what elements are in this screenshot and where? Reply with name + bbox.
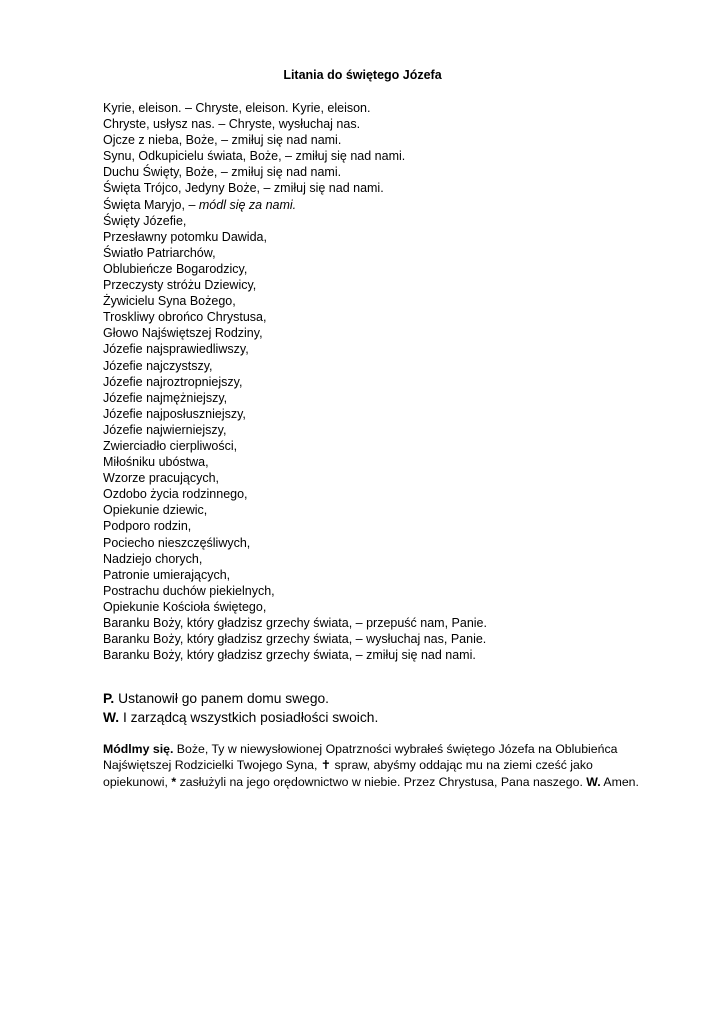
- litany-invocation: Józefie najwierniejszy,: [103, 422, 227, 437]
- prayer-text-1: Boże, Ty w niewysłowionej Opatrzności wybrałeś świętego Józefa na Oblubieńca Najświętszej Rodzicielki Twojego Syna,: [103, 742, 618, 773]
- litany-list: [103, 100, 487, 663]
- litany-invocation: Troskliwy obrońco Chrystusa,: [103, 310, 267, 325]
- litany-invocation: Kyrie, eleison. – Chryste, eleison. Kyrie, eleison.: [103, 101, 371, 115]
- litany-line: [103, 100, 487, 116]
- litany-line: [103, 406, 487, 422]
- litany-line: [103, 229, 487, 245]
- prayer-text-2: spraw, abyśmy oddając mu na ziemi cześć jako opiekunowi,: [103, 758, 593, 789]
- versicle-response: [103, 708, 378, 727]
- litany-invocation: Miłośniku ubóstwa,: [103, 455, 209, 470]
- litany-line: [103, 535, 487, 551]
- closing-prayer: [103, 741, 643, 790]
- litany-invocation: Żywicielu Syna Bożego,: [103, 294, 236, 309]
- litany-invocation: Patronie umierających,: [103, 567, 231, 582]
- litany-line: [103, 567, 487, 583]
- litany-line: [103, 454, 487, 470]
- cross-symbol: ✝: [320, 758, 332, 773]
- litany-invocation: Józefie najposłuszniejszy,: [103, 406, 246, 421]
- litany-line: [103, 470, 487, 486]
- litany-line: [103, 631, 487, 647]
- litany-line: [103, 647, 487, 663]
- litany-invocation: Józefie najroztropniejszy,: [103, 374, 243, 389]
- prayer-lead: Módlmy się.: [103, 742, 174, 756]
- litany-line: [103, 438, 487, 454]
- litany-line: [103, 116, 487, 132]
- litany-line: [103, 277, 487, 293]
- litany-invocation: Opiekunie Kościoła świętego,: [103, 599, 267, 614]
- litany-invocation: Postrachu duchów piekielnych,: [103, 583, 275, 598]
- litany-invocation: Nadziejo chorych,: [103, 551, 203, 566]
- litany-line: [103, 148, 487, 164]
- litany-invocation: Święta Trójco, Jedyny Boże, – zmiłuj się nad nami.: [103, 181, 384, 196]
- versicle-response-text: I zarządcą wszystkich posiadłości swoich.: [119, 710, 379, 725]
- prayer-text-3: zasłużyli na jego orędownictwo w niebie. Przez Chrystusa, Pana naszego.: [176, 774, 587, 789]
- document-title: Litania do świętego Józefa: [283, 68, 442, 82]
- litany-response: módl się za nami.: [198, 197, 297, 212]
- litany-invocation: Ozdobo życia rodzinnego,: [103, 487, 248, 502]
- litany-line: [103, 325, 487, 341]
- litany-line: [103, 518, 487, 534]
- versicle-priest-label: P.: [103, 691, 115, 706]
- litany-invocation: Przeczysty stróżu Dziewicy,: [103, 278, 257, 293]
- prayer-amen: Amen.: [600, 774, 639, 789]
- litany-invocation: Światło Patriarchów,: [103, 245, 216, 260]
- versicle-priest: [103, 689, 378, 708]
- litany-invocation: Święta Maryjo, –: [103, 197, 199, 212]
- litany-invocation: Synu, Odkupicielu świata, Boże, – zmiłuj się nad nami.: [103, 149, 406, 164]
- litany-invocation: Zwierciadło cierpliwości,: [103, 438, 238, 453]
- litany-invocation: Chryste, usłysz nas. – Chryste, wysłuchaj nas.: [103, 117, 361, 132]
- litany-line: [103, 486, 487, 502]
- litany-line: [103, 599, 487, 615]
- litany-line: [103, 293, 487, 309]
- litany-line: [103, 390, 487, 406]
- litany-invocation: Wzorze pracujących,: [103, 471, 220, 486]
- litany-line: [103, 502, 487, 518]
- versicle-priest-text: Ustanowił go panem domu swego.: [114, 691, 329, 706]
- litany-invocation: Święty Józefie,: [103, 213, 187, 228]
- litany-line: [103, 197, 487, 213]
- litany-line: [103, 422, 487, 438]
- litany-invocation: Józefie najsprawiedliwszy,: [103, 342, 249, 357]
- litany-line: [103, 551, 487, 567]
- litany-line: [103, 245, 487, 261]
- litany-invocation: Duchu Święty, Boże, – zmiłuj się nad nami.: [103, 165, 342, 180]
- litany-invocation: Pociecho nieszczęśliwych,: [103, 535, 251, 550]
- litany-invocation: Głowo Najświętszej Rodziny,: [103, 326, 263, 341]
- litany-invocation: Baranku Boży, który gładzisz grzechy świata, – wysłuchaj nas, Panie.: [103, 632, 487, 647]
- star-symbol: *: [171, 774, 177, 789]
- litany-invocation: Podporo rodzin,: [103, 519, 192, 534]
- litany-invocation: Józefie najmężniejszy,: [103, 390, 228, 405]
- litany-invocation: Opiekunie dziewic,: [103, 503, 208, 518]
- litany-line: [103, 615, 487, 631]
- litany-invocation: Baranku Boży, który gładzisz grzechy świata, – zmiłuj się nad nami.: [103, 648, 476, 663]
- litany-line: [103, 341, 487, 357]
- litany-invocation: Baranku Boży, który gładzisz grzechy świata, – przepuść nam, Panie.: [103, 616, 487, 630]
- litany-line: [103, 583, 487, 599]
- litany-line: [103, 374, 487, 390]
- litany-invocation: Ojcze z nieba, Boże, – zmiłuj się nad nami.: [103, 133, 342, 148]
- versicle-block: [103, 689, 378, 727]
- amen-label: W.: [586, 774, 601, 789]
- litany-line: [103, 358, 487, 374]
- litany-invocation: Przesławny potomku Dawida,: [103, 229, 267, 244]
- litany-line: [103, 180, 487, 196]
- litany-line: [103, 309, 487, 325]
- versicle-response-label: W.: [103, 710, 120, 725]
- litany-line: [103, 164, 487, 180]
- litany-invocation: Oblubieńcze Bogarodzicy,: [103, 261, 248, 276]
- litany-line: [103, 261, 487, 277]
- litany-invocation: Józefie najczystszy,: [103, 358, 213, 373]
- litany-line: [103, 132, 487, 148]
- litany-line: [103, 213, 487, 229]
